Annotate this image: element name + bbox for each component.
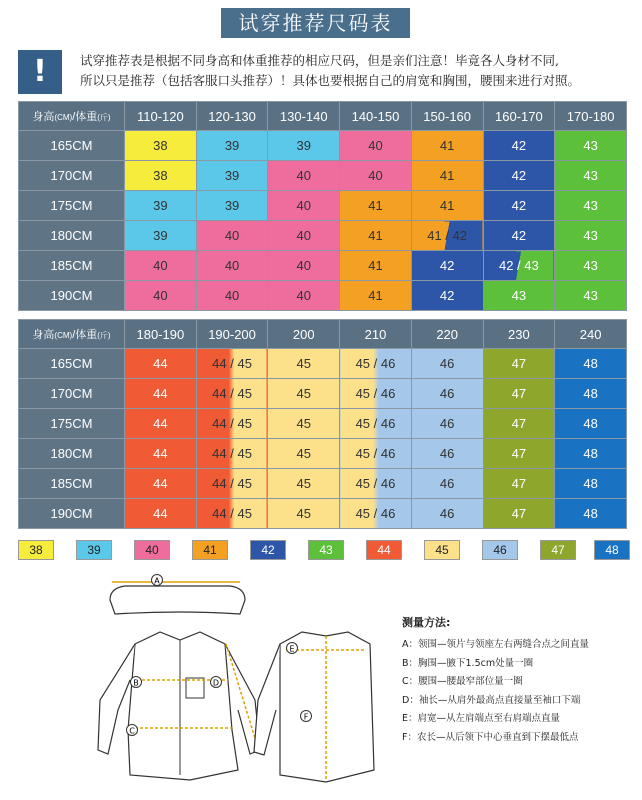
size-cell: 42 bbox=[483, 161, 555, 191]
height-row-header: 185CM bbox=[19, 469, 125, 499]
legend-swatch: 44 bbox=[366, 540, 402, 560]
size-cell: 45 bbox=[268, 409, 340, 439]
corner-height-label: 身高 bbox=[32, 111, 55, 123]
size-cell: 43 bbox=[555, 191, 627, 221]
size-cell: 43 bbox=[483, 281, 555, 311]
legend-swatch: 48 bbox=[594, 540, 630, 560]
shirt-measurement-diagram bbox=[90, 570, 380, 792]
size-cell: 40 bbox=[268, 221, 340, 251]
size-cell: 42 bbox=[483, 131, 555, 161]
table-corner-header bbox=[19, 102, 125, 131]
size-cell: 47 bbox=[483, 469, 555, 499]
size-cell: 40 bbox=[196, 281, 268, 311]
corner-unit-cm: (CM) bbox=[54, 331, 73, 340]
size-cell: 44 / 45 bbox=[196, 469, 268, 499]
measurement-item: E：肩宽—从左肩端点至右肩端点直量 bbox=[402, 713, 561, 724]
height-row-header: 190CM bbox=[19, 281, 125, 311]
height-row-header: 165CM bbox=[19, 131, 125, 161]
weight-column-header: 130-140 bbox=[268, 102, 340, 131]
size-cell: 41 bbox=[340, 191, 412, 221]
size-cell: 47 bbox=[483, 439, 555, 469]
measurement-item: F：农长—从后领下中心垂直到下摆最低点 bbox=[402, 731, 579, 743]
size-cell: 43 bbox=[555, 161, 627, 191]
size-cell: 39 bbox=[196, 191, 268, 221]
size-table-1 bbox=[18, 101, 627, 311]
size-cell: 40 bbox=[340, 131, 412, 161]
table-row bbox=[19, 499, 627, 529]
size-cell: 45 bbox=[268, 439, 340, 469]
size-cell: 46 bbox=[411, 499, 483, 529]
size-cell: 46 bbox=[411, 409, 483, 439]
size-cell: 48 bbox=[555, 499, 627, 529]
size-cell: 44 bbox=[125, 469, 197, 499]
weight-column-header: 120-130 bbox=[196, 102, 268, 131]
size-cell: 40 bbox=[268, 191, 340, 221]
size-cell: 44 / 45 bbox=[196, 379, 268, 409]
weight-column-header: 240 bbox=[555, 320, 627, 349]
legend-swatch: 47 bbox=[540, 540, 576, 560]
table-corner-header bbox=[19, 320, 125, 349]
size-cell: 40 bbox=[268, 251, 340, 281]
label-a-marker bbox=[152, 575, 163, 586]
legend-swatch: 38 bbox=[18, 540, 54, 560]
collar-illustration bbox=[110, 582, 245, 614]
label-b: B bbox=[133, 678, 139, 688]
legend-swatch: 43 bbox=[308, 540, 344, 560]
weight-column-header: 160-170 bbox=[483, 102, 555, 131]
label-d: D bbox=[212, 678, 220, 688]
size-cell: 38 bbox=[125, 161, 197, 191]
corner-height-label: 身高 bbox=[32, 329, 55, 341]
notice-line-2: 所以只是推荐（包括客服口头推荐）！具体也要根据自己的肩宽和胸围，腰围来进行对照。 bbox=[80, 73, 581, 88]
size-cell: 41 bbox=[340, 281, 412, 311]
size-cell: 48 bbox=[555, 379, 627, 409]
legend-swatch: 45 bbox=[424, 540, 460, 560]
size-cell: 46 bbox=[411, 469, 483, 499]
size-cell: 46 bbox=[411, 439, 483, 469]
label-f-marker bbox=[301, 711, 312, 722]
size-cell: 39 bbox=[268, 131, 340, 161]
measurement-instructions bbox=[402, 614, 632, 747]
table-row bbox=[19, 469, 627, 499]
size-cell: 42 / 43 bbox=[483, 251, 555, 281]
size-cell: 45 bbox=[268, 379, 340, 409]
legend-swatch: 39 bbox=[76, 540, 112, 560]
size-cell: 44 bbox=[125, 379, 197, 409]
weight-column-header: 180-190 bbox=[125, 320, 197, 349]
legend-swatch: 46 bbox=[482, 540, 518, 560]
measurement-item: C：腰围—腰最窄部位量一圈 bbox=[402, 676, 523, 687]
size-cell: 43 bbox=[555, 281, 627, 311]
table-row bbox=[19, 131, 627, 161]
corner-unit-jin: (斤) bbox=[97, 113, 111, 122]
corner-unit-jin: (斤) bbox=[97, 331, 111, 340]
size-cell: 39 bbox=[196, 161, 268, 191]
size-cell: 39 bbox=[196, 131, 268, 161]
size-legend bbox=[18, 540, 628, 560]
size-cell: 44 bbox=[125, 409, 197, 439]
size-cell: 45 / 46 bbox=[340, 349, 412, 379]
measurement-item: B：胸围—腋下1.5cm处量一圈 bbox=[402, 657, 534, 669]
weight-column-header: 190-200 bbox=[196, 320, 268, 349]
table-header-row bbox=[19, 320, 627, 349]
size-cell: 48 bbox=[555, 409, 627, 439]
label-d-marker bbox=[211, 677, 222, 688]
label-e-marker bbox=[287, 643, 298, 654]
size-cell: 43 bbox=[555, 131, 627, 161]
shirt-back-illustration bbox=[254, 632, 374, 782]
size-cell: 44 / 45 bbox=[196, 349, 268, 379]
notice-box bbox=[18, 48, 628, 96]
legend-swatch: 41 bbox=[192, 540, 228, 560]
label-c: C bbox=[129, 726, 135, 736]
height-row-header: 170CM bbox=[19, 161, 125, 191]
size-cell: 44 bbox=[125, 349, 197, 379]
size-cell: 42 bbox=[483, 221, 555, 251]
height-row-header: 180CM bbox=[19, 221, 125, 251]
measurement-title: 测量方法: bbox=[402, 616, 451, 629]
title-bar bbox=[0, 8, 642, 38]
size-cell: 42 bbox=[483, 191, 555, 221]
table-row bbox=[19, 379, 627, 409]
weight-column-header: 140-150 bbox=[340, 102, 412, 131]
legend-swatch: 42 bbox=[250, 540, 286, 560]
weight-column-header: 170-180 bbox=[555, 102, 627, 131]
size-cell: 47 bbox=[483, 499, 555, 529]
size-cell: 40 bbox=[125, 281, 197, 311]
weight-column-header: 220 bbox=[411, 320, 483, 349]
height-row-header: 175CM bbox=[19, 191, 125, 221]
size-cell: 41 bbox=[340, 221, 412, 251]
size-cell: 40 bbox=[125, 251, 197, 281]
table-row bbox=[19, 221, 627, 251]
corner-weight-label: /体重 bbox=[72, 329, 98, 341]
height-row-header: 170CM bbox=[19, 379, 125, 409]
size-cell: 41 bbox=[340, 251, 412, 281]
size-cell: 43 bbox=[555, 221, 627, 251]
size-cell: 44 / 45 bbox=[196, 499, 268, 529]
size-cell: 47 bbox=[483, 349, 555, 379]
size-cell: 44 bbox=[125, 439, 197, 469]
weight-column-header: 210 bbox=[340, 320, 412, 349]
size-cell: 45 / 46 bbox=[340, 409, 412, 439]
size-cell: 40 bbox=[196, 221, 268, 251]
size-cell: 48 bbox=[555, 469, 627, 499]
measurement-item: D：袖长—从肩外最高点直接量至袖口下端 bbox=[402, 694, 581, 706]
page-title: 试穿推荐尺码表 bbox=[221, 8, 410, 38]
label-c-marker bbox=[127, 725, 138, 736]
size-cell: 41 bbox=[411, 131, 483, 161]
size-cell: 47 bbox=[483, 379, 555, 409]
measurement-item: A：领围—领片与领座左右两缝合点之间直量 bbox=[402, 639, 589, 650]
weight-column-header: 230 bbox=[483, 320, 555, 349]
size-cell: 40 bbox=[196, 251, 268, 281]
size-cell: 40 bbox=[268, 161, 340, 191]
table-header-row bbox=[19, 102, 627, 131]
height-row-header: 185CM bbox=[19, 251, 125, 281]
height-row-header: 165CM bbox=[19, 349, 125, 379]
size-cell: 39 bbox=[125, 191, 197, 221]
size-cell: 44 / 45 bbox=[196, 439, 268, 469]
size-table-2 bbox=[18, 319, 627, 529]
size-cell: 39 bbox=[125, 221, 197, 251]
table-row bbox=[19, 349, 627, 379]
exclamation-icon: ! bbox=[18, 50, 62, 94]
size-cell: 41 bbox=[411, 191, 483, 221]
label-f: F bbox=[303, 712, 309, 722]
weight-column-header: 110-120 bbox=[125, 102, 197, 131]
size-cell: 45 bbox=[268, 499, 340, 529]
size-cell: 45 / 46 bbox=[340, 439, 412, 469]
table-row bbox=[19, 191, 627, 221]
size-cell: 40 bbox=[268, 281, 340, 311]
size-cell: 44 / 45 bbox=[196, 409, 268, 439]
size-cell: 45 / 46 bbox=[340, 379, 412, 409]
label-e: E bbox=[289, 644, 295, 654]
size-cell: 45 bbox=[268, 349, 340, 379]
size-cell: 40 bbox=[340, 161, 412, 191]
shirt-front-illustration bbox=[98, 632, 260, 780]
size-cell: 44 bbox=[125, 499, 197, 529]
size-cell: 46 bbox=[411, 379, 483, 409]
size-cell: 38 bbox=[125, 131, 197, 161]
weight-column-header: 150-160 bbox=[411, 102, 483, 131]
size-cell: 42 bbox=[411, 281, 483, 311]
size-cell: 41 bbox=[411, 161, 483, 191]
size-cell: 43 bbox=[555, 251, 627, 281]
table-row bbox=[19, 409, 627, 439]
legend-swatch: 40 bbox=[134, 540, 170, 560]
corner-weight-label: /体重 bbox=[72, 111, 98, 123]
size-cell: 41 / 42 bbox=[411, 221, 483, 251]
height-row-header: 190CM bbox=[19, 499, 125, 529]
size-cell: 47 bbox=[483, 409, 555, 439]
table-row bbox=[19, 161, 627, 191]
size-cell: 45 / 46 bbox=[340, 499, 412, 529]
label-a: A bbox=[154, 576, 160, 586]
notice-line-1: 试穿推荐表是根据不同身高和体重推荐的相应尺码，但是亲们注意！毕竟各人身材不同, bbox=[80, 53, 559, 68]
corner-unit-cm: (CM) bbox=[54, 113, 73, 122]
table-row bbox=[19, 439, 627, 469]
table-row bbox=[19, 281, 627, 311]
weight-column-header: 200 bbox=[268, 320, 340, 349]
size-cell: 42 bbox=[411, 251, 483, 281]
size-cell: 45 / 46 bbox=[340, 469, 412, 499]
label-b-marker bbox=[131, 677, 142, 688]
notice-text bbox=[80, 51, 628, 91]
size-cell: 48 bbox=[555, 439, 627, 469]
height-row-header: 180CM bbox=[19, 439, 125, 469]
size-cell: 46 bbox=[411, 349, 483, 379]
table-row bbox=[19, 251, 627, 281]
size-cell: 45 bbox=[268, 469, 340, 499]
height-row-header: 175CM bbox=[19, 409, 125, 439]
size-cell: 48 bbox=[555, 349, 627, 379]
